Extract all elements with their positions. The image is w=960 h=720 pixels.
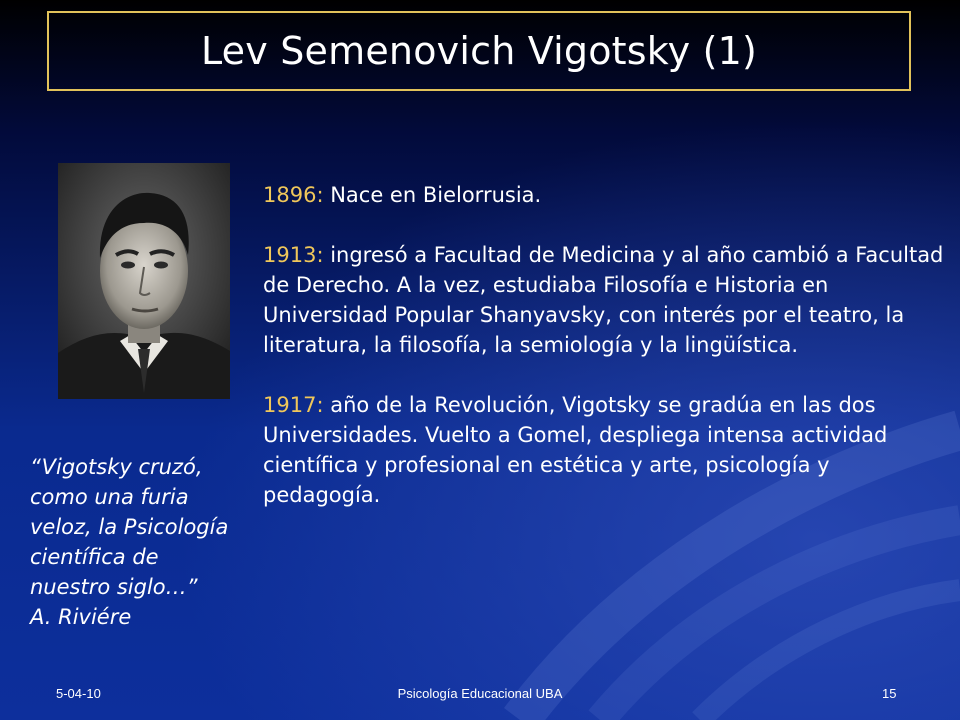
title-box xyxy=(47,11,911,91)
footer-title: Psicología Educacional UBA xyxy=(397,686,563,701)
entry-year: 1917: xyxy=(263,393,324,417)
quote-block xyxy=(30,452,235,632)
biography-text xyxy=(263,180,953,540)
slide-title: Lev Semenovich Vigotsky (1) xyxy=(200,29,757,73)
quote-text: “Vigotsky cruzó, como una furia veloz, la Psicología científica de nuestro siglo…” xyxy=(30,455,229,599)
entry-year: 1896: xyxy=(263,183,324,207)
page-number: 15 xyxy=(882,686,897,701)
entry-text: ingresó a Facultad de Medicina y al año cambió a Facultad de Derecho. A la vez, estudiaba Filosofía e Historia en Universidad Popular Shanyavsky, con interés por el teatro, la literatura, la filosofía, la semiología y la lingüística. xyxy=(263,243,944,357)
portrait-photo xyxy=(58,163,230,399)
quote-author: A. Riviére xyxy=(30,605,132,629)
entry-text: Nace en Bielorrusia. xyxy=(323,183,542,207)
entry-text: año de la Revolución, Vigotsky se gradúa en las dos Universidades. Vuelto a Gomel, despliega intensa actividad científica y profesional en estética y arte, psicología y pedagogía. xyxy=(263,393,888,507)
entry-1913 xyxy=(263,240,953,360)
entry-1917 xyxy=(263,390,953,510)
footer-date: 5-04-10 xyxy=(56,686,101,701)
portrait-image xyxy=(58,163,230,399)
entry-1896 xyxy=(263,180,953,210)
entry-year: 1913: xyxy=(263,243,324,267)
